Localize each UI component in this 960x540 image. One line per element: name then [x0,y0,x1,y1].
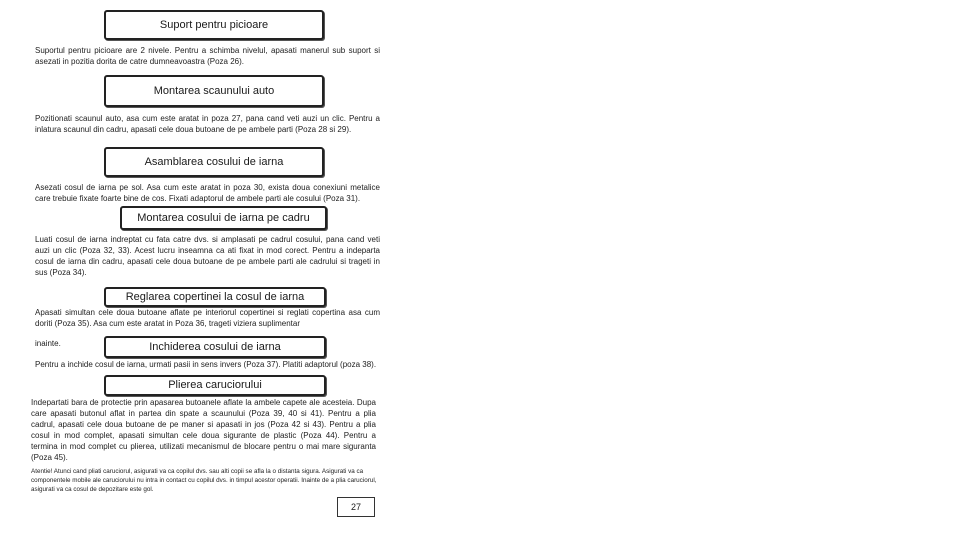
heading-plierea-caruciorului [104,375,326,396]
heading-asamblarea-cosului [104,147,324,177]
heading-text: Suport pentru picioare [159,18,269,31]
warning-text: Atentie! Atunci cand pliati caruciorul, asigurati va ca copilul dvs. sau alti copii se afla la o distanta sigura. Asigurati va ca componentele mobile ale caruciorului nu intra in contact cu copilul dvs. in timpul acestor operatii. Inainte de a plia caruciorul, asigurati va ca cosul de depozitare este gol. [31,468,377,493]
paragraph-asamblarea-cosului: Asezati cosul de iarna pe sol. Asa cum este aratat in poza 30, exista doua conexiuni metalice care trebuie fixate foarte bine de cos. Fixati adaptorul de ambele parti ale cosului (Poza 31). [35,183,380,203]
heading-text: Montarea cosului de iarna pe cadru [137,211,310,224]
paragraph-montarea-cosului-pe-cadru: Luati cosul de iarna indreptat cu fata catre dvs. si amplasati pe cadrul cosului, pana cand veti auzi un clic (Poza 32, 33). Acest lucru inseamna ca ati fixat in mod corect. Pentru a indeparta cosul de iarna din cadru, apasati cele doua butoane de pe ambele parti ale cadrului si trageti in sus (Poza 34). [35,235,380,277]
heading-reglarea-copertinei [104,287,326,307]
paragraph-inchiderea-cosului: Pentru a inchide cosul de iarna, urmati pasii in sens invers (Poza 37). Platiti adaptorul (poza 38). [35,360,377,369]
heading-montarea-cosului-pe-cadru [120,206,327,230]
paragraph-continuation: inainte. [35,339,61,348]
heading-suport-picioare [104,10,324,40]
paragraph-suport-picioare: Suportul pentru picioare are 2 nivele. Pentru a schimba nivelul, apasati manerul sub suport si asezati in pozitia dorita de catre dumneavoastra (Poza 26). [35,46,380,66]
heading-text: Inchiderea cosului de iarna [149,340,281,353]
heading-text: Plierea caruciorului [168,379,262,391]
heading-inchiderea-cosului [104,336,326,358]
heading-montarea-scaunului [104,75,324,107]
heading-text: Montarea scaunului auto [153,84,275,97]
page-number [337,497,375,517]
paragraph-reglarea-copertinei: Apasati simultan cele doua butoane aflate pe interiorul copertinei si reglati copertina asa cum doriti (Poza 35). Asa cum este aratat in Poza 36, trageti viziera suplimentar [35,308,380,328]
paragraph-plierea-caruciorului: Indepartati bara de protectie prin apasarea butoanele aflate la ambele capete ale acesteia. Dupa care apasati butonul aflat in partea din spate a scaunului (Poza 39, 40 si 41). Pentru a plia cadrul, apasati cele doua butoane de pe maner si apasati in jos (Poza 42 si 43). Pentru a plia cosul in mod complet, apasati simultan cele doua sigurante de plastic (Poza 44). Pentru a termina in mod complet cu plierea, utilizati mecanismul de blocare pentru o mai mare siguranta (Poza 45). [31,398,376,462]
heading-text: Asamblarea cosului de iarna [144,155,284,168]
paragraph-montarea-scaunului: Pozitionati scaunul auto, asa cum este aratat in poza 27, pana cand veti auzi un clic. Pentru a inlatura scaunul din cadru, apasati cele doua butoane de pe ambele parti (Poza 28 si 29). [35,114,380,134]
heading-text: Reglarea copertinei la cosul de iarna [125,290,305,303]
page-number-text: 27 [350,502,361,512]
